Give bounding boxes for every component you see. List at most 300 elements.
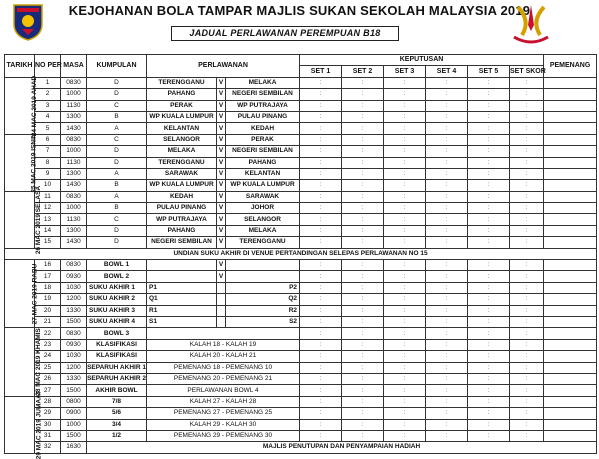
table-row [5, 180, 597, 191]
winner-cell [544, 89, 597, 100]
team-b-cell: MELAKA [226, 225, 300, 236]
set-score-cell: : [342, 339, 384, 350]
set-score-cell: : [468, 271, 510, 282]
match-no-cell: 21 [35, 316, 61, 327]
match-no-cell: 29 [35, 408, 61, 419]
set-score-cell: : [384, 271, 426, 282]
set-score-cell: : [468, 100, 510, 111]
match-cell: PEMENANG 27 - PEMENANG 25 [147, 408, 300, 419]
group-cell: 7/8 [87, 396, 147, 407]
team-b-cell: TERENGGANU [226, 237, 300, 248]
winner-cell [544, 294, 597, 305]
set-score-cell: : [510, 282, 544, 293]
set-score-cell: : [510, 134, 544, 145]
team-a-cell: PAHANG [147, 225, 217, 236]
match-cell: PEMENANG 29 - PEMENANG 30 [147, 430, 300, 441]
set-score-cell: : [300, 408, 342, 419]
team-b-cell: Q2 [226, 294, 300, 305]
time-cell: 0830 [61, 191, 87, 202]
set-score-cell: : [426, 214, 468, 225]
set-score-cell: : [384, 157, 426, 168]
set-score-cell: : [426, 316, 468, 327]
col-header-set3: SET 3 [384, 66, 426, 77]
team-a-cell: WP PUTRAJAYA [147, 214, 217, 225]
team-a-cell: S1 [147, 316, 217, 327]
match-cell [147, 328, 300, 339]
set-score-cell: : [426, 123, 468, 134]
table-row [5, 237, 597, 248]
set-score-cell: : [426, 157, 468, 168]
set-score-cell: : [342, 180, 384, 191]
col-header-match-no: NO PER [35, 55, 61, 78]
set-score-cell: : [384, 408, 426, 419]
group-cell: A [87, 168, 147, 179]
date-cell: 25 MAC 2019 ISNIN [5, 134, 35, 191]
time-cell: 0930 [61, 339, 87, 350]
winner-cell [544, 157, 597, 168]
time-cell: 1200 [61, 294, 87, 305]
set-score-cell: : [468, 111, 510, 122]
time-cell: 1200 [61, 362, 87, 373]
table-row [5, 408, 597, 419]
winner-cell [544, 408, 597, 419]
match-cell: PEMENANG 20 - PEMENANG 21 [147, 373, 300, 384]
set-score-cell: : [300, 203, 342, 214]
set-score-cell: : [342, 146, 384, 157]
team-a-cell: PAHANG [147, 89, 217, 100]
time-cell: 1130 [61, 100, 87, 111]
set-score-cell: : [384, 362, 426, 373]
time-cell: 0830 [61, 260, 87, 271]
set-score-cell: : [384, 328, 426, 339]
set-score-cell: : [510, 111, 544, 122]
set-score-cell: : [300, 191, 342, 202]
set-score-cell: : [426, 260, 468, 271]
set-score-cell: : [468, 214, 510, 225]
team-b-cell: NEGERI SEMBILAN [226, 89, 300, 100]
table-row [5, 385, 597, 396]
set-score-cell: : [384, 168, 426, 179]
set-score-cell: : [300, 419, 342, 430]
match-no-cell: 4 [35, 111, 61, 122]
set-score-cell: : [468, 419, 510, 430]
schedule-subtitle: JADUAL PERLAWANAN PEREMPUAN B18 [171, 26, 399, 41]
match-no-cell: 19 [35, 294, 61, 305]
time-cell: 1500 [61, 430, 87, 441]
team-a-cell: TERENGGANU [147, 157, 217, 168]
set-score-cell: : [426, 146, 468, 157]
set-score-cell: : [510, 294, 544, 305]
match-no-cell: 22 [35, 328, 61, 339]
set-score-cell: : [510, 260, 544, 271]
col-header-set2: SET 2 [342, 66, 384, 77]
versus-cell: V [217, 111, 226, 122]
match-no-cell: 32 [35, 442, 61, 453]
set-score-cell: : [468, 294, 510, 305]
time-cell: 1430 [61, 180, 87, 191]
set-score-cell: : [384, 89, 426, 100]
versus-cell: V [217, 214, 226, 225]
set-score-cell: : [300, 225, 342, 236]
set-score-cell: : [510, 419, 544, 430]
team-b-cell: PAHANG [226, 157, 300, 168]
time-cell: 1330 [61, 373, 87, 384]
col-header-date: TARIKH [5, 55, 35, 78]
set-score-cell: : [468, 408, 510, 419]
set-score-cell: : [300, 282, 342, 293]
team-a-cell: KEDAH [147, 191, 217, 202]
table-row [5, 146, 597, 157]
set-score-cell: : [342, 271, 384, 282]
set-score-cell: : [468, 191, 510, 202]
match-no-cell: 25 [35, 362, 61, 373]
time-cell: 0800 [61, 396, 87, 407]
set-score-cell: : [342, 408, 384, 419]
match-no-cell: 14 [35, 225, 61, 236]
set-score-cell: : [426, 419, 468, 430]
match-no-cell: 2 [35, 89, 61, 100]
set-score-cell: : [342, 351, 384, 362]
versus-cell: V [217, 146, 226, 157]
set-score-cell: : [384, 294, 426, 305]
match-no-cell: 13 [35, 214, 61, 225]
set-score-cell: : [426, 339, 468, 350]
table-row [5, 419, 597, 430]
group-cell: B [87, 203, 147, 214]
col-header-set4: SET 4 [426, 66, 468, 77]
set-score-cell: : [426, 237, 468, 248]
table-row [5, 111, 597, 122]
set-score-cell: : [342, 316, 384, 327]
set-score-cell: : [468, 77, 510, 88]
match-cell: KALAH 27 - KALAH 28 [147, 396, 300, 407]
match-no-cell: 31 [35, 430, 61, 441]
set-score-cell: : [342, 305, 384, 316]
set-score-cell: : [342, 373, 384, 384]
group-cell: SUKU AKHIR 3 [87, 305, 147, 316]
winner-cell [544, 282, 597, 293]
set-score-cell: : [426, 89, 468, 100]
set-score-cell: : [300, 180, 342, 191]
team-a-cell: NEGERI SEMBILAN [147, 237, 217, 248]
versus-cell: V [217, 237, 226, 248]
team-a-cell [147, 260, 217, 271]
team-b-cell [226, 271, 300, 282]
winner-cell [544, 362, 597, 373]
date-cell: 27 MAC 2019 RABU [5, 260, 35, 328]
set-score-cell: : [426, 282, 468, 293]
time-cell: 1030 [61, 282, 87, 293]
versus-cell: V [217, 225, 226, 236]
set-score-cell: : [300, 328, 342, 339]
set-score-cell: : [426, 180, 468, 191]
table-row [5, 430, 597, 441]
team-b-cell: PULAU PINANG [226, 111, 300, 122]
set-score-cell: : [384, 282, 426, 293]
set-score-cell: : [510, 237, 544, 248]
match-cell: KALAH 18 - KALAH 19 [147, 339, 300, 350]
set-score-cell: : [426, 305, 468, 316]
set-score-cell: : [426, 328, 468, 339]
match-no-cell: 1 [35, 77, 61, 88]
group-cell: C [87, 100, 147, 111]
set-score-cell: : [468, 157, 510, 168]
winner-cell [544, 237, 597, 248]
team-b-cell: SARAWAK [226, 191, 300, 202]
set-score-cell: : [510, 385, 544, 396]
set-score-cell: : [300, 316, 342, 327]
match-cell: KALAH 20 - KALAH 21 [147, 351, 300, 362]
set-score-cell: : [384, 77, 426, 88]
team-b-cell: KELANTAN [226, 168, 300, 179]
set-score-cell: : [384, 214, 426, 225]
group-cell: 5/6 [87, 408, 147, 419]
set-score-cell: : [468, 373, 510, 384]
winner-cell [544, 305, 597, 316]
set-score-cell: : [342, 385, 384, 396]
match-no-cell: 3 [35, 100, 61, 111]
winner-cell [544, 168, 597, 179]
versus-cell: V [217, 89, 226, 100]
table-row [5, 214, 597, 225]
versus-cell: V [217, 77, 226, 88]
group-cell: C [87, 134, 147, 145]
set-score-cell: : [510, 351, 544, 362]
team-b-cell: MELAKA [226, 77, 300, 88]
closing-ceremony-note: MAJLIS PENUTUPAN DAN PENYAMPAIAN HADIAH [87, 442, 597, 453]
group-cell: SUKU AKHIR 4 [87, 316, 147, 327]
winner-cell [544, 396, 597, 407]
match-no-cell: 18 [35, 282, 61, 293]
group-cell: C [87, 214, 147, 225]
versus-cell [217, 294, 226, 305]
group-cell: SUKU AKHIR 1 [87, 282, 147, 293]
set-score-cell: : [342, 100, 384, 111]
winner-cell [544, 271, 597, 282]
winner-cell [544, 77, 597, 88]
winner-cell [544, 111, 597, 122]
table-row [5, 191, 597, 202]
table-row [5, 362, 597, 373]
group-cell: BOWL 2 [87, 271, 147, 282]
time-cell: 1130 [61, 157, 87, 168]
time-cell: 1000 [61, 146, 87, 157]
versus-cell: V [217, 203, 226, 214]
team-a-cell: PULAU PINANG [147, 203, 217, 214]
winner-cell [544, 430, 597, 441]
time-cell: 1130 [61, 214, 87, 225]
table-row [5, 305, 597, 316]
set-score-cell: : [468, 430, 510, 441]
set-score-cell: : [426, 396, 468, 407]
match-no-cell: 16 [35, 260, 61, 271]
group-cell: D [87, 237, 147, 248]
set-score-cell: : [300, 157, 342, 168]
set-score-cell: : [342, 225, 384, 236]
group-cell: SEPARUH AKHIR 2 [87, 373, 147, 384]
set-score-cell: : [510, 339, 544, 350]
time-cell: 0930 [61, 271, 87, 282]
set-score-cell: : [510, 373, 544, 384]
time-cell: 1300 [61, 225, 87, 236]
match-no-cell: 17 [35, 271, 61, 282]
winner-cell [544, 316, 597, 327]
table-row [5, 77, 597, 88]
set-score-cell: : [342, 214, 384, 225]
set-score-cell: : [468, 237, 510, 248]
col-header-set5: SET 5 [468, 66, 510, 77]
versus-cell: V [217, 271, 226, 282]
set-score-cell: : [384, 146, 426, 157]
versus-cell: V [217, 168, 226, 179]
set-score-cell: : [468, 328, 510, 339]
set-score-cell: : [510, 316, 544, 327]
set-score-cell: : [426, 408, 468, 419]
table-row [5, 373, 597, 384]
set-score-cell: : [468, 362, 510, 373]
set-score-cell: : [300, 430, 342, 441]
time-cell: 1000 [61, 419, 87, 430]
team-a-cell: TERENGGANU [147, 77, 217, 88]
table-row [5, 316, 597, 327]
set-score-cell: : [510, 77, 544, 88]
time-cell: 0830 [61, 134, 87, 145]
winner-cell [544, 419, 597, 430]
set-score-cell: : [510, 271, 544, 282]
group-cell: D [87, 157, 147, 168]
set-score-cell: : [426, 191, 468, 202]
table-row [5, 203, 597, 214]
set-score-cell: : [510, 430, 544, 441]
group-cell: 3/4 [87, 419, 147, 430]
team-a-cell [147, 271, 217, 282]
set-score-cell: : [468, 316, 510, 327]
time-cell: 0830 [61, 77, 87, 88]
date-cell: 29 MAC 2019 JUMAAT [5, 396, 35, 453]
set-score-cell: : [510, 89, 544, 100]
match-no-cell: 11 [35, 191, 61, 202]
versus-cell: V [217, 260, 226, 271]
set-score-cell: : [300, 214, 342, 225]
set-score-cell: : [510, 214, 544, 225]
set-score-cell: : [300, 271, 342, 282]
winner-cell [544, 260, 597, 271]
match-cell: KALAH 29 - KALAH 30 [147, 419, 300, 430]
set-score-cell: : [468, 339, 510, 350]
set-score-cell: : [426, 373, 468, 384]
col-header-match: PERLAWANAN [147, 55, 300, 78]
set-score-cell: : [384, 316, 426, 327]
date-cell: 24 MAC 2019 AHAD [5, 77, 35, 134]
set-score-cell: : [510, 146, 544, 157]
draw-note: UNDIAN SUKU AKHIR DI VENUE PERTANDINGAN SELEPAS PERLAWANAN NO 15 [5, 248, 597, 259]
set-score-cell: : [510, 180, 544, 191]
set-score-cell: : [468, 123, 510, 134]
match-no-cell: 15 [35, 237, 61, 248]
set-score-cell: : [342, 157, 384, 168]
group-cell: BOWL 3 [87, 328, 147, 339]
set-score-cell: : [384, 100, 426, 111]
time-cell: 1330 [61, 305, 87, 316]
group-cell: D [87, 225, 147, 236]
set-score-cell: : [510, 123, 544, 134]
match-schedule-table [4, 54, 597, 459]
table-row [5, 134, 597, 145]
winner-cell [544, 180, 597, 191]
set-score-cell: : [300, 305, 342, 316]
set-score-cell: : [342, 328, 384, 339]
set-score-cell: : [342, 294, 384, 305]
set-score-cell: : [384, 123, 426, 134]
group-cell: KLASIFIKASI [87, 351, 147, 362]
versus-cell: V [217, 157, 226, 168]
state-emblem-logo [508, 1, 554, 47]
time-cell: 1300 [61, 168, 87, 179]
versus-cell: V [217, 123, 226, 134]
set-score-cell: : [342, 77, 384, 88]
group-cell: B [87, 180, 147, 191]
set-score-cell: : [468, 260, 510, 271]
match-no-cell: 27 [35, 385, 61, 396]
set-score-cell: : [426, 294, 468, 305]
table-row [5, 442, 597, 453]
winner-cell [544, 100, 597, 111]
time-cell: 1430 [61, 237, 87, 248]
set-score-cell: : [510, 408, 544, 419]
winner-cell [544, 328, 597, 339]
winner-cell [544, 191, 597, 202]
winner-cell [544, 373, 597, 384]
set-score-cell: : [342, 282, 384, 293]
time-cell: 0830 [61, 328, 87, 339]
set-score-cell: : [300, 89, 342, 100]
set-score-cell: : [384, 180, 426, 191]
set-score-cell: : [426, 271, 468, 282]
set-score-cell: : [300, 362, 342, 373]
versus-cell [217, 282, 226, 293]
match-cell: PEMENANG 18 - PEMENANG 10 [147, 362, 300, 373]
versus-cell: V [217, 180, 226, 191]
set-score-cell: : [300, 134, 342, 145]
set-score-cell: : [426, 225, 468, 236]
set-score-cell: : [426, 430, 468, 441]
winner-cell [544, 146, 597, 157]
col-header-time: MASA [61, 55, 87, 78]
group-cell: D [87, 146, 147, 157]
set-score-cell: : [510, 168, 544, 179]
set-score-cell: : [468, 168, 510, 179]
set-score-cell: : [426, 203, 468, 214]
set-score-cell: : [300, 123, 342, 134]
team-b-cell [226, 260, 300, 271]
set-score-cell: : [384, 430, 426, 441]
winner-cell [544, 214, 597, 225]
team-a-cell: MELAKA [147, 146, 217, 157]
table-row [5, 294, 597, 305]
match-no-cell: 9 [35, 168, 61, 179]
set-score-cell: : [342, 134, 384, 145]
set-score-cell: : [468, 134, 510, 145]
set-score-cell: : [468, 385, 510, 396]
mssm-crest-logo [8, 2, 48, 42]
group-cell: B [87, 111, 147, 122]
col-header-winner: PEMENANG [544, 55, 597, 78]
set-score-cell: : [384, 396, 426, 407]
set-score-cell: : [384, 111, 426, 122]
set-score-cell: : [510, 396, 544, 407]
set-score-cell: : [342, 123, 384, 134]
set-score-cell: : [384, 351, 426, 362]
